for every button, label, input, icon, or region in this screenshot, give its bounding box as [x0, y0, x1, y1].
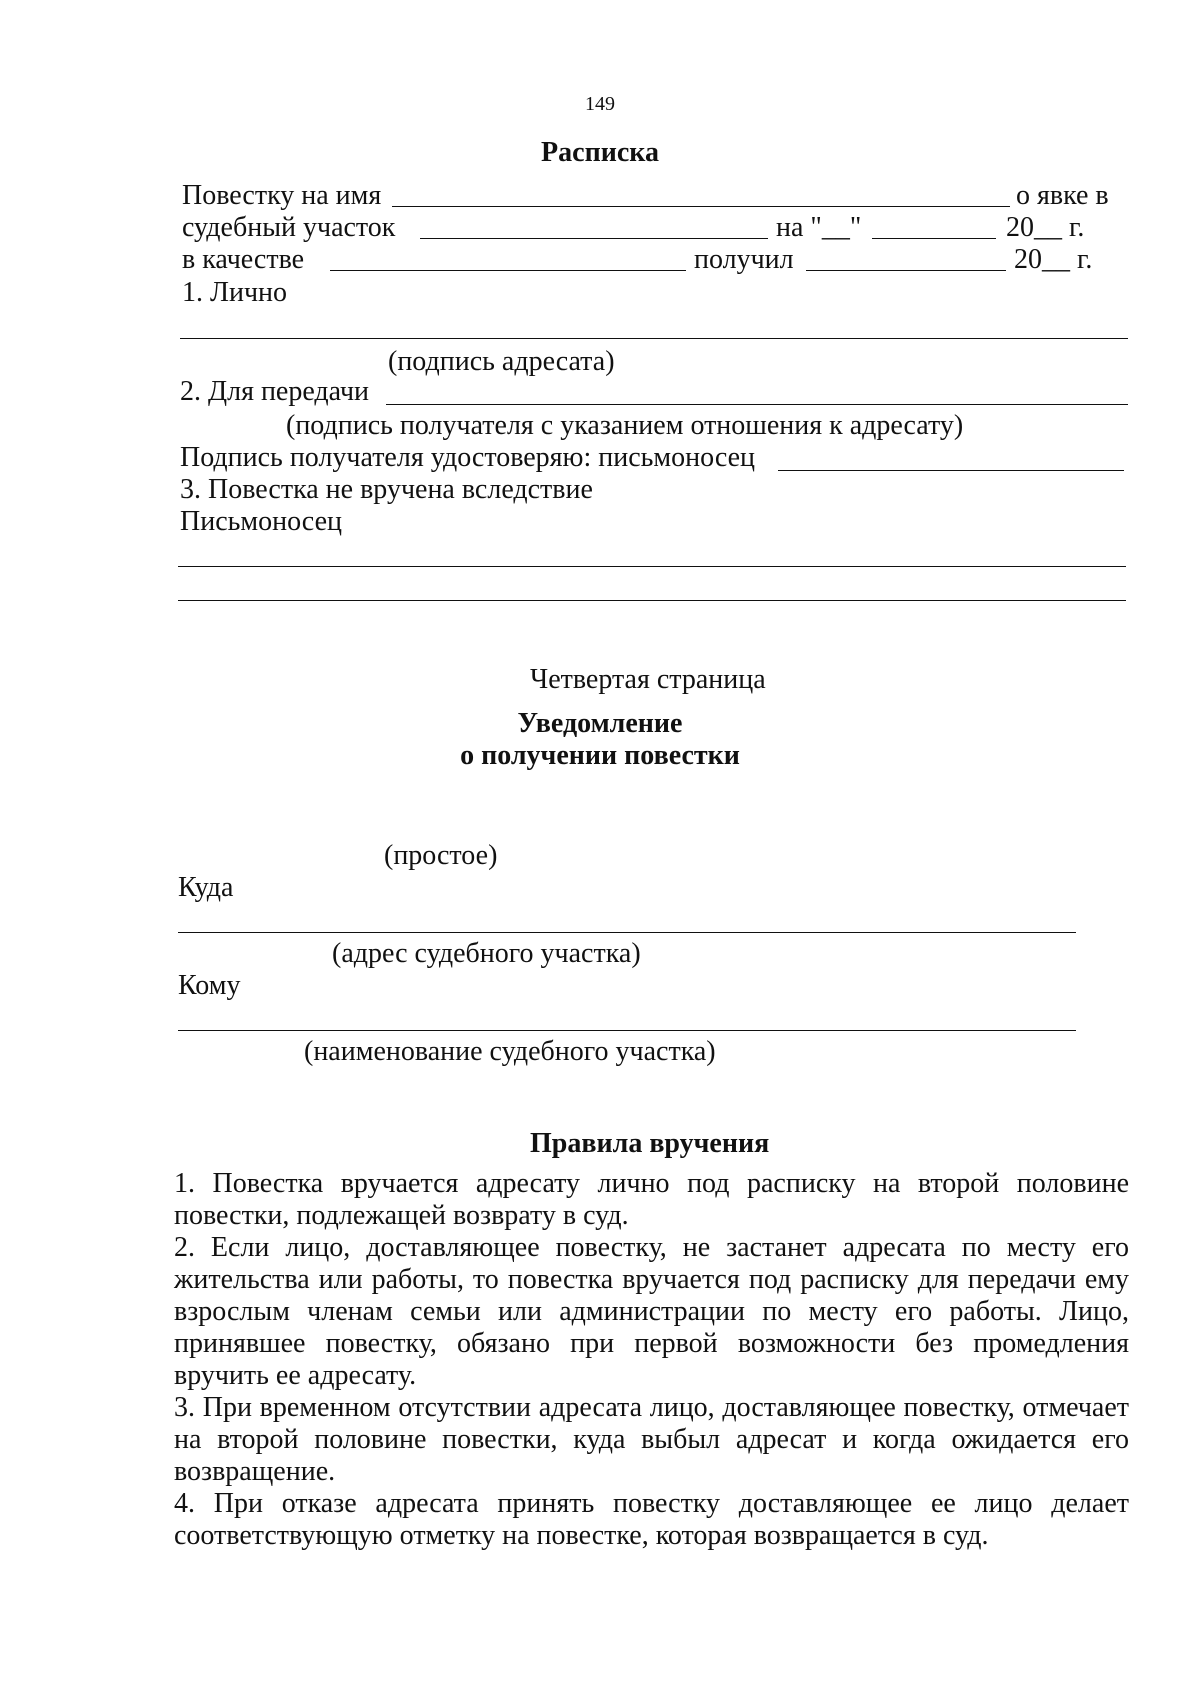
- address-line[interactable]: [178, 932, 1076, 933]
- year-label: 20__ г.: [1006, 212, 1085, 243]
- page-number: 149: [585, 93, 615, 115]
- postman-signature-blank[interactable]: [778, 470, 1124, 471]
- where-label: Куда: [178, 872, 234, 903]
- court-name-caption: (наименование судебного участка): [304, 1036, 716, 1067]
- court-name-line[interactable]: [178, 1030, 1076, 1031]
- received-label: получил: [694, 244, 794, 275]
- court-district-label: судебный участок: [182, 212, 396, 243]
- rules-list: [174, 1168, 1129, 1552]
- reason-line-1[interactable]: [178, 566, 1126, 567]
- fourth-page-heading: Четвертая страница: [530, 664, 766, 695]
- month-blank[interactable]: [872, 238, 996, 239]
- received-year-label: 20__ г.: [1014, 244, 1093, 275]
- court-district-blank[interactable]: [420, 238, 768, 239]
- certify-label: Подпись получателя удостоверяю: письмоносец: [180, 442, 755, 473]
- date-label: на "__": [776, 212, 862, 243]
- rule-item-2: 2. Если лицо, доставляющее повестку, не застанет адресата по месту его жительства или работы, то повестка вручается под расписку для передачи ему взрослым членам семьи или администрации по месту его работы. Лицо, принявшее повестку, обязано при первой возможности без промедления вручить ее адресату.: [174, 1232, 1129, 1391]
- rule-item-1: 1. Повестка вручается адресату лично под расписку на второй половине повестки, подлежащей возврату в суд.: [174, 1168, 1129, 1231]
- rule-item-3: 3. При временном отсутствии адресата лицо, доставляющее повестку, отмечает на второй половине повестки, куда выбыл адресат и когда ожидается его возвращение.: [174, 1392, 1129, 1487]
- notice-title: Уведомление: [517, 708, 683, 739]
- appearance-label: о явке в: [1016, 180, 1109, 211]
- name-blank[interactable]: [392, 206, 1010, 207]
- receipt-title: Расписка: [541, 137, 659, 168]
- not-delivered-label: 3. Повестка не вручена вследствие: [180, 474, 593, 505]
- addressee-signature-caption: (подпись адресата): [388, 346, 615, 377]
- rules-title: Правила вручения: [530, 1128, 770, 1159]
- rule-item-4: 4. При отказе адресата принять повестку доставляющее ее лицо делает соответствующую отметку на повестке, которая возвращается в суд.: [174, 1488, 1129, 1551]
- receipt-name-label: Повестку на имя: [182, 180, 382, 211]
- notice-subtitle: о получении повестки: [460, 740, 740, 771]
- postman-label: Письмоносец: [180, 506, 342, 537]
- transfer-signature-line[interactable]: [386, 404, 1128, 405]
- reason-line-2[interactable]: [178, 600, 1126, 601]
- transfer-label: 2. Для передачи: [180, 376, 370, 407]
- personal-label: 1. Лично: [182, 277, 288, 308]
- capacity-blank[interactable]: [330, 270, 686, 271]
- capacity-label: в качестве: [182, 244, 305, 275]
- whom-label: Кому: [178, 970, 241, 1001]
- simple-label: (простое): [384, 840, 498, 871]
- recipient-signature-caption: (подпись получателя с указанием отношения к адресату): [286, 410, 964, 441]
- address-caption: (адрес судебного участка): [332, 938, 641, 969]
- personal-signature-line[interactable]: [180, 338, 1128, 339]
- received-date-blank[interactable]: [806, 270, 1006, 271]
